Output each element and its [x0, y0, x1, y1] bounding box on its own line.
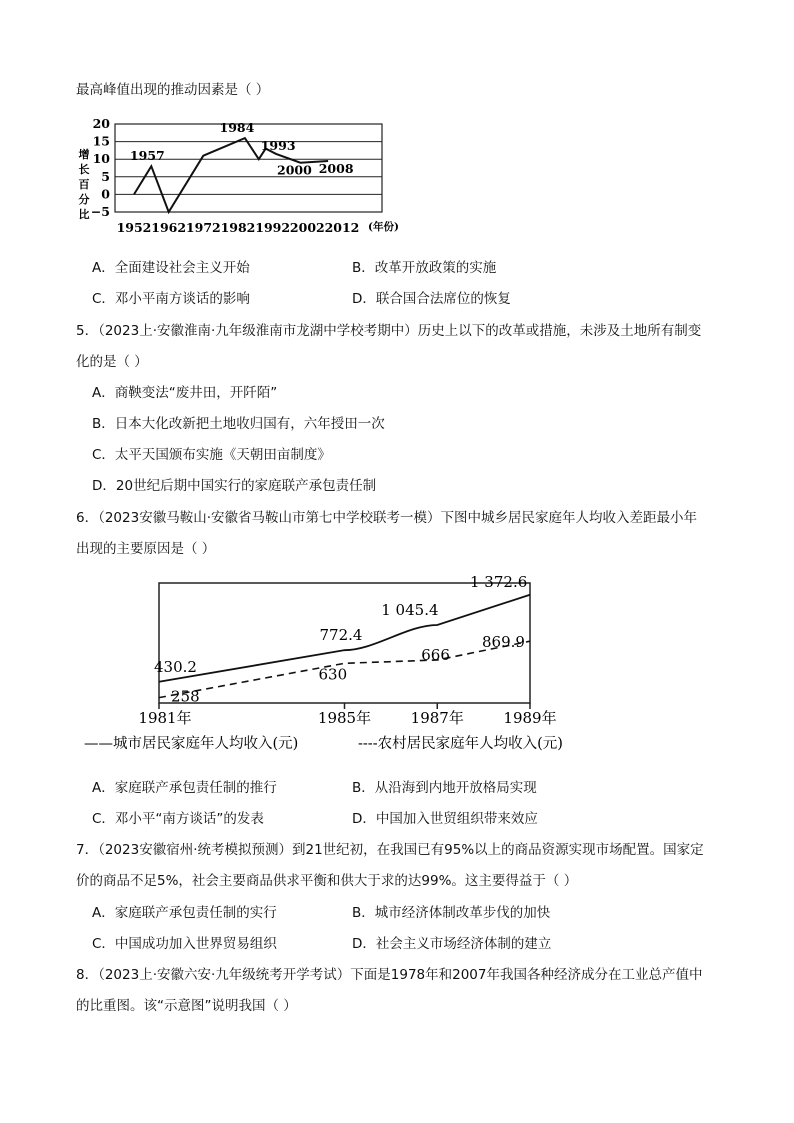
x-axis-label: (年份)	[368, 221, 399, 233]
question-5-line-1: 5．（2023上·安徽淮南·九年级淮南市龙湖中学校考期中）历史上以下的改革或措施，未涉及土地所有制变	[76, 323, 702, 339]
question-8-line-1: 8．（2023上·安徽六安·九年级统考开学考试）下面是1978年和2007年我国各种经济成分在工业总产值中	[76, 967, 703, 983]
urban-value-label: 772.4	[319, 626, 363, 645]
question-5-line-2: 化的是（ ）	[76, 354, 148, 370]
income-line-chart	[60, 575, 660, 760]
y-tick-labels	[91, 116, 110, 219]
point-label: 1993	[260, 137, 296, 153]
point-annotations	[130, 120, 354, 178]
q5-option-b[interactable]: B．日本大化改新把土地收归国有，六年授田一次	[92, 416, 385, 432]
x-tick-label: 1972	[185, 220, 221, 235]
y-label-char: 长	[78, 163, 90, 176]
q4-option-a[interactable]: A．全面建设社会主义开始	[92, 260, 250, 276]
growth-line-chart	[70, 112, 430, 242]
q4-option-c[interactable]: C．邓小平南方谈话的影响	[92, 291, 250, 307]
question-4-stem: 最高峰值出现的推动因素是（ ）	[76, 82, 270, 98]
value-labels	[154, 575, 527, 706]
question-7-line-2: 价的商品不足5%，社会主要商品供求平衡和供大于求的达99%。这主要得益于（ ）	[76, 873, 578, 889]
point-label: 2000	[277, 162, 312, 178]
q5-option-a[interactable]: A．商鞅变法“废井田，开阡陌”	[92, 385, 278, 401]
x-tick-label: 1987年	[410, 709, 464, 727]
rural-value-label: 666	[421, 645, 450, 664]
x-tick-label: 1989年	[503, 709, 557, 727]
point-label: 1984	[219, 120, 255, 136]
urban-value-label: 1 045.4	[381, 600, 439, 619]
y-tick-label: 0	[101, 186, 110, 202]
question-7-line-1: 7．（2023安徽宿州·统考模拟预测）到21世纪初，在我国已有95%以上的商品资源实现市场配置。国家定	[76, 842, 704, 858]
question-6-line-2: 出现的主要原因是（ ）	[76, 541, 216, 557]
q5-option-c[interactable]: C．太平天国颁布实施《天朝田亩制度》	[92, 447, 331, 463]
q4-option-d[interactable]: D．联合国合法席位的恢复	[352, 291, 511, 307]
y-tick-label: 5	[101, 168, 110, 184]
q7-option-c[interactable]: C．中国成功加入世界贸易组织	[92, 936, 277, 952]
q6-option-c[interactable]: C．邓小平“南方谈话”的发表	[92, 811, 264, 827]
x-tick-label: 1985年	[317, 709, 372, 727]
point-label: 1957	[129, 148, 165, 164]
question-8-line-2: 的比重图。该“示意图”说明我国（ ）	[76, 998, 297, 1014]
chart-legend	[84, 734, 563, 752]
x-tick-label: 1952	[116, 220, 152, 235]
point-label: 2008	[318, 160, 354, 176]
question-6-line-1: 6．（2023安徽马鞍山·安徽省马鞍山市第七中学校联考一模）下图中城乡居民家庭年人均收入差距最小年	[76, 510, 697, 526]
urban-value-label: 1 372.6	[470, 575, 528, 591]
y-axis-label	[79, 147, 90, 221]
legend-rural: ----农村居民家庭年人均收入(元)	[358, 736, 563, 752]
q7-option-a[interactable]: A．家庭联产承包责任制的实行	[92, 905, 277, 921]
rural-value-label: 869.9	[482, 633, 525, 652]
q5-option-d[interactable]: D．20世纪后期中国实行的家庭联产承包责任制	[92, 478, 377, 494]
q6-option-d[interactable]: D．中国加入世贸组织带来效应	[352, 811, 538, 827]
urban-value-label: 430.2	[154, 657, 197, 676]
q4-option-b[interactable]: B．改革开放政策的实施	[352, 260, 497, 276]
q7-option-d[interactable]: D．社会主义市场经济体制的建立	[352, 936, 552, 952]
q6-option-a[interactable]: A．家庭联产承包责任制的推行	[92, 780, 277, 796]
x-tick-labels	[138, 709, 556, 727]
y-label-char: 分	[78, 193, 90, 206]
x-tick-label: 1992	[255, 220, 291, 235]
y-tick-label: 15	[92, 133, 110, 149]
chart-frame	[159, 583, 530, 709]
y-tick-label: −5	[90, 204, 110, 219]
rural-value-label: 630	[318, 665, 348, 684]
y-label-char: 比	[78, 208, 90, 221]
x-tick-label: 1981年	[138, 709, 192, 727]
x-tick-label: 2012	[324, 220, 360, 235]
q7-option-b[interactable]: B．城市经济体制改革步伐的加快	[352, 905, 551, 921]
y-label-char: 百	[78, 178, 90, 191]
y-tick-label: 10	[92, 151, 110, 167]
x-tick-label: 1982	[220, 220, 256, 235]
rural-value-label: 258	[171, 687, 200, 706]
q6-option-b[interactable]: B．从沿海到内地开放格局实现	[352, 780, 537, 796]
y-label-char: 增	[78, 148, 90, 161]
x-tick-label: 2002	[289, 220, 325, 235]
x-tick-label: 1962	[151, 220, 187, 235]
legend-urban: ——城市居民家庭年人均收入(元)	[84, 736, 299, 752]
x-tick-labels	[117, 220, 399, 235]
y-tick-label: 20	[92, 116, 110, 131]
